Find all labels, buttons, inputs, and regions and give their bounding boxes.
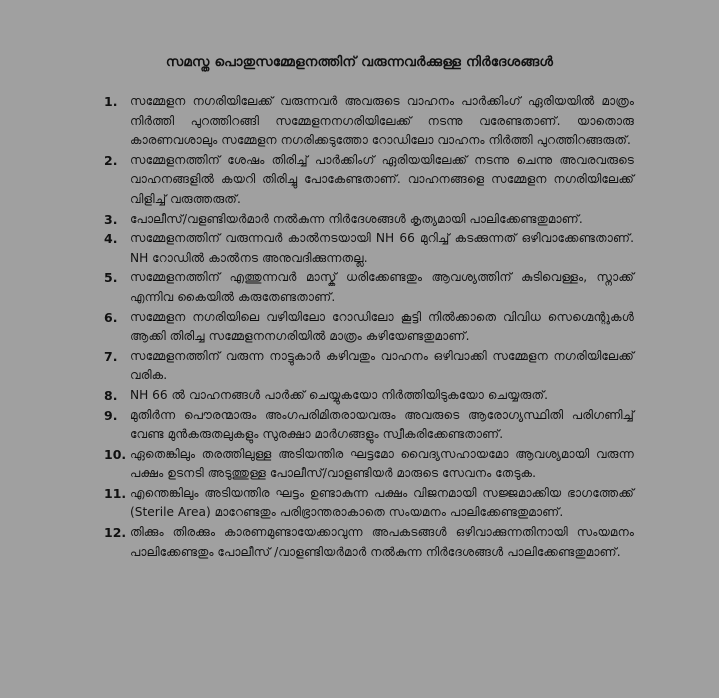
item-text: തിക്കും തിരക്കും കാരണമുണ്ടായേക്കാവുന്ന അപകടങ്ങൾ ഒഴിവാക്കുന്നതിനായി സംയമനം പാലിക്കേണ്ടതും പോലീസ് /വാളണ്ടിയർമാർ നൽകുന്ന നിർദേശങ്ങൾ പാലിക്കേണ്ടതുമാണ്. <box>130 525 634 559</box>
instruction-item-7 <box>104 347 634 386</box>
item-text: മുതിർന്ന പൌരന്മാരും അംഗപരിമിതരായവരും അവരുടെ ആരോഗ്യസ്ഥിതി പരിഗണിച്ച് വേണ്ട മുൻകരുതലുകളും സുരക്ഷാ മാർഗങ്ങളും സ്വീകരിക്കേണ്ടതാണ്. <box>130 407 634 442</box>
item-number: 3. <box>104 211 118 227</box>
item-number: 9. <box>104 407 118 423</box>
item-text: പോലീസ്/വളണ്ടിയർമാർ നൽകുന്ന നിർദേശങ്ങൾ കൃത്യമായി പാലിക്കേണ്ടതുമാണ്. <box>130 211 583 226</box>
instruction-item-11 <box>104 484 634 523</box>
instruction-item-6 <box>104 308 634 347</box>
instruction-item-2 <box>104 151 634 210</box>
item-text: സമ്മേളനത്തിന് ശേഷം തിരിച്ച് പാർക്കിംഗ് ഏരിയയിലേക്ക് നടന്നു ചെന്നു അവരവരുടെ വാഹനങ്ങളിൽ കയറി തിരിച്ചു പോകേണ്ടതാണ്. വാഹനങ്ങളെ സമ്മേളന നഗരിയിലേക്ക് വിളിച്ച് വരുത്തരുത്. <box>130 152 634 206</box>
instruction-item-8 <box>104 386 634 406</box>
item-text: സമ്മേളനത്തിന് വരുന്നവർ കാൽനടയായി NH 66 മുറിച്ച് കടക്കുന്നത് ഒഴിവാക്കേണ്ടതാണ്. NH റോഡിൽ കാൽനട അനുവദിക്കുന്നതല്ല. <box>130 231 634 265</box>
item-number: 7. <box>104 348 118 364</box>
item-text: ഏതെങ്കിലും തരത്തിലുള്ള അടിയന്തിര ഘട്ടമോ വൈദ്യസഹായമോ ആവശ്യമായി വരുന്ന പക്ഷം ഉടനടി അടുത്തുള്ള പോലീസ്/വാളണ്ടിയർ മാരുടെ സേവനം തേടുക. <box>130 446 634 481</box>
item-number: 5. <box>104 270 118 286</box>
item-number: 6. <box>104 309 118 325</box>
item-number: 1. <box>104 94 118 109</box>
item-number: 4. <box>104 231 118 247</box>
item-number: 8. <box>104 387 118 403</box>
instruction-item-12 <box>104 523 634 562</box>
item-number: 2. <box>104 152 118 168</box>
instruction-item-9 <box>104 406 634 445</box>
instruction-item-5 <box>104 268 634 307</box>
item-text: സമ്മേളനത്തിന് വരുന്ന നാട്ടുകാർ കഴിവതും വാഹനം ഒഴിവാക്കി സമ്മേളന നഗരിയിലേക്ക് വരിക. <box>130 348 634 383</box>
instruction-item-10 <box>104 445 634 484</box>
item-text: എന്തെങ്കിലും അടിയന്തിര ഘട്ടം ഉണ്ടാകുന്ന പക്ഷം വിജനമായി സജ്ജമാക്കിയ ഭാഗത്തേക്ക് (Sterile Area) മാറേണ്ടതും പരിഭ്രാന്തരാകാതെ സംയമനം പാലിക്കേണ്ടതുമാണ്. <box>130 485 634 520</box>
item-text: സമ്മേളന നഗരിയിലേക്ക് വരുന്നവർ അവരുടെ വാഹനം പാർക്കിംഗ് ഏരിയയിൽ മാത്രം നിർത്തി പുറത്തിറങ്ങി സമ്മേളനനഗരിയിലേക്ക് നടന്നു വരേണ്ടതാണ്. യാതൊരു കാരണവശാലും സമ്മേളന നഗരിക്കടുത്തോ റോഡിലോ വാഹനം നിർത്തി പുറത്തിറങ്ങരുത്. <box>130 94 634 148</box>
item-text: സമ്മേളനത്തിന് എത്തുന്നവർ മാസ്ക് ധരിക്കേണ്ടതും ആവശ്യത്തിന് കുടിവെള്ളം, സ്നാക്ക് എന്നിവ കൈയിൽ കരുതേണ്ടതാണ്. <box>130 270 634 304</box>
item-number: 10. <box>104 446 127 462</box>
document-title: സമസ്ത പൊതുസമ്മേളനത്തിന് വരുന്നവർക്കുള്ള നിർദേശങ്ങൾ <box>165 54 554 70</box>
instruction-item-1 <box>104 92 634 151</box>
item-number: 12. <box>104 525 127 541</box>
item-number: 11. <box>104 485 127 501</box>
instruction-list <box>104 92 634 562</box>
item-text: NH 66 ൽ വാഹനങ്ങൾ പാർക്ക് ചെയ്യുകയോ നിർത്തിയിടുകയോ ചെയ്യരുത്. <box>130 387 549 402</box>
instruction-item-3 <box>104 210 634 230</box>
instruction-item-4 <box>104 229 634 268</box>
item-text: സമ്മേളന നഗരിയിലെ വഴിയിലോ റോഡിലോ കൂട്ടി നിൽക്കാതെ വിവിധ സെഗ്മെന്റുകൾ ആക്കി തിരിച്ച സമ്മേളനനഗരിയിൽ മാത്രം കഴിയേണ്ടതുമാണ്. <box>130 309 634 344</box>
